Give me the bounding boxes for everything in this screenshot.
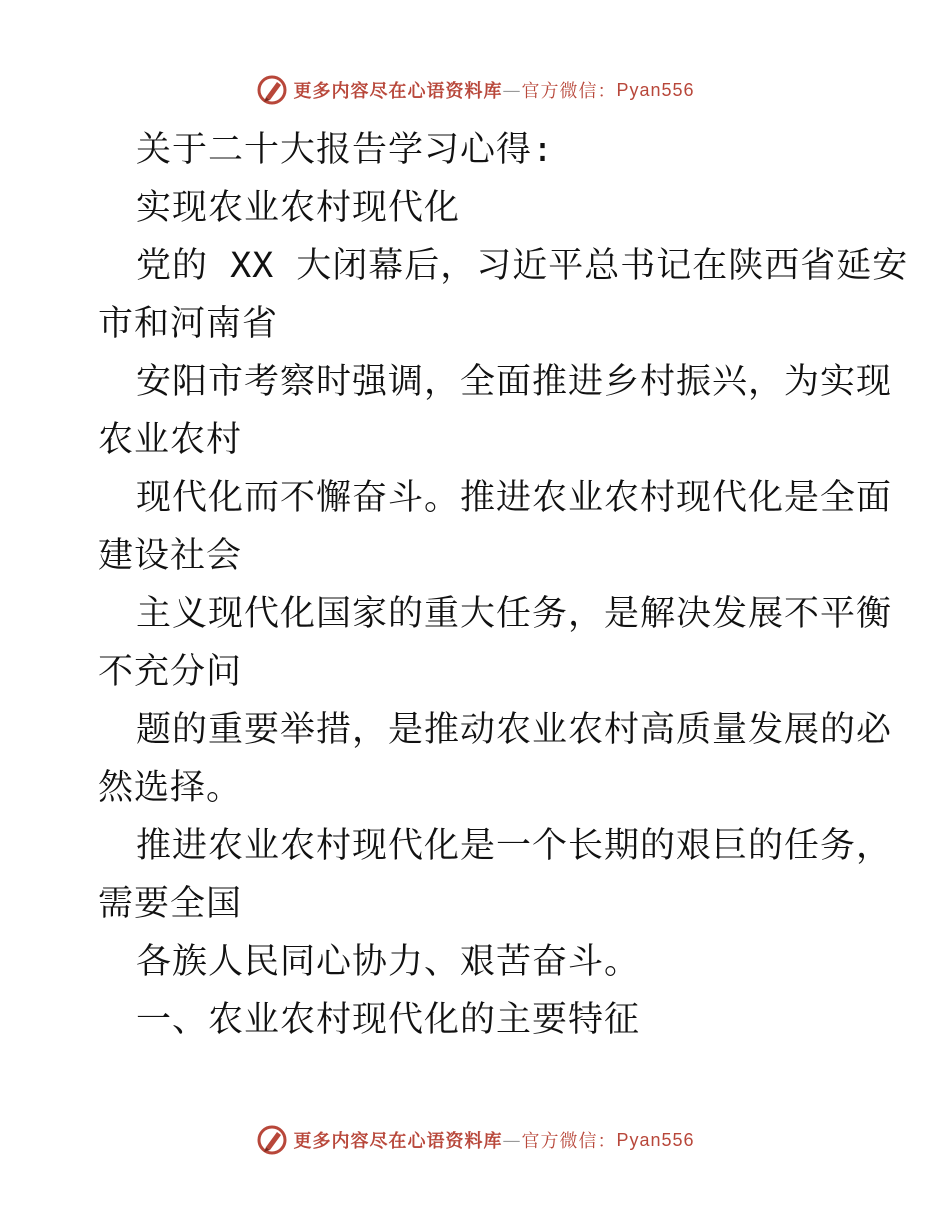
paragraph-line: 主义现代化国家的重大任务，是解决发展不平衡 <box>136 594 893 634</box>
banner-brand-text: 更多内容尽在心语资料库 <box>293 81 503 102</box>
paragraph-line: 安阳市考察时强调，全面推进乡村振兴，为实现 <box>136 362 893 402</box>
paragraph-line: 不充分问 <box>98 652 243 692</box>
banner-wechat-id: Pyan556 <box>616 79 695 100</box>
section-heading-line: 一、农业农村现代化的主要特征 <box>136 1000 641 1040</box>
banner-wechat-label: 官方微信： <box>521 1131 617 1152</box>
banner-separator: — <box>502 79 522 101</box>
paragraph-line: 党的 XX 大闭幕后，习近平总书记在陕西省延安 <box>136 246 909 286</box>
paragraph-line: 然选择。 <box>98 768 243 808</box>
document-subtitle-line: 实现农业农村现代化 <box>136 188 461 228</box>
paragraph-line: 题的重要举措，是推动农业农村高质量发展的必 <box>136 710 893 750</box>
document-title-line: 关于二十大报告学习心得: <box>136 130 555 170</box>
banner-separator: — <box>502 1129 522 1151</box>
footer-banner <box>0 1120 950 1160</box>
header-banner <box>0 70 950 110</box>
pen-circle-logo-icon <box>255 73 289 107</box>
paragraph-line: 市和河南省 <box>98 304 279 344</box>
paragraph-line: 推进农业农村现代化是一个长期的艰巨的任务， <box>136 826 893 866</box>
paragraph-line: 建设社会 <box>98 536 243 576</box>
pen-circle-logo-icon <box>255 1123 289 1157</box>
paragraph-line: 农业农村 <box>98 420 243 460</box>
paragraph-line: 需要全国 <box>98 884 243 924</box>
paragraph-line: 现代化而不懈奋斗。推进农业农村现代化是全面 <box>136 478 893 518</box>
paragraph-line: 各族人民同心协力、艰苦奋斗。 <box>136 942 641 982</box>
document-body <box>98 121 909 1049</box>
banner-wechat-id: Pyan556 <box>616 1129 695 1150</box>
banner-wechat-label: 官方微信： <box>521 81 617 102</box>
banner-brand-text: 更多内容尽在心语资料库 <box>293 1131 503 1152</box>
